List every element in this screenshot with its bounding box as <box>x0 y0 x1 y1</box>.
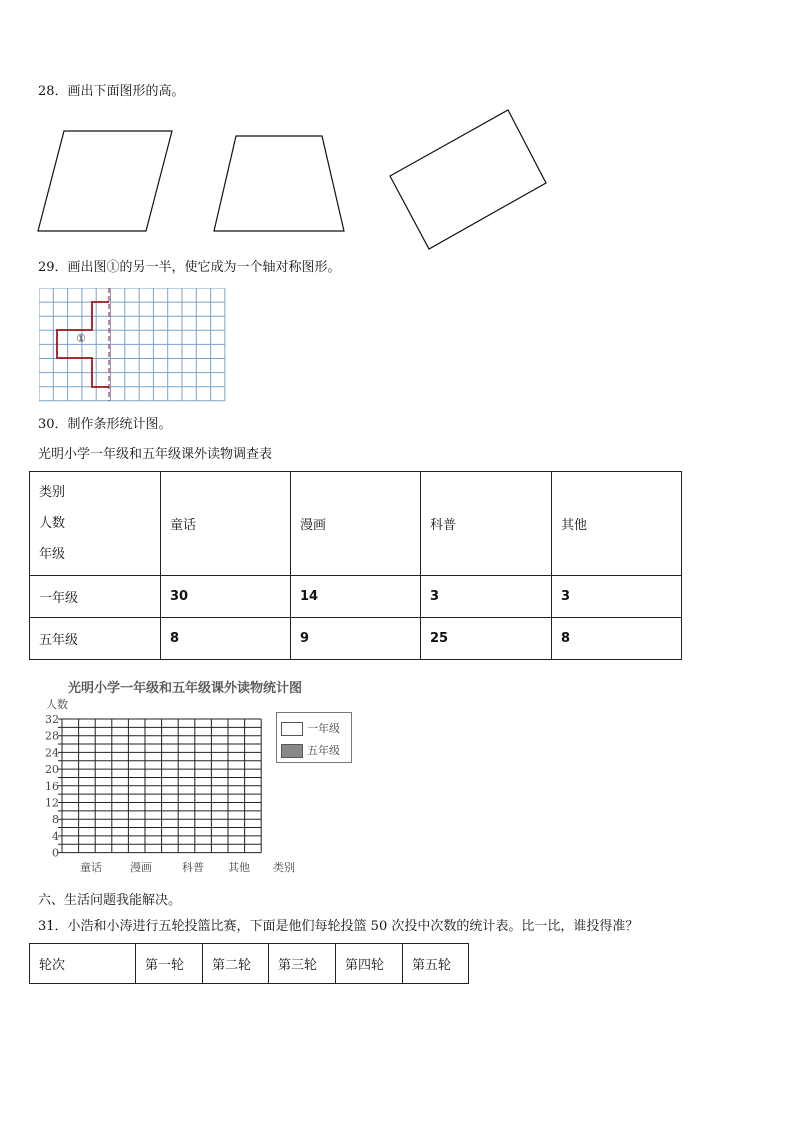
chart-title: 光明小学一年级和五年级课外读物统计图 <box>68 681 303 696</box>
y-tick-label: 12 <box>45 796 59 810</box>
rounds-table <box>29 943 469 984</box>
tilted-rectangle-shape <box>390 110 546 249</box>
corner-header: 类别 人数 年级 <box>30 472 161 576</box>
y-tick-label: 16 <box>45 779 59 793</box>
x-category-label: 漫画 <box>130 861 152 874</box>
survey-table-title: 光明小学一年级和五年级课外读物调查表 <box>38 447 273 462</box>
trapezoid-shape <box>214 136 344 231</box>
x-category-label: 科普 <box>182 861 204 874</box>
parallelogram-shape <box>38 131 172 231</box>
question-28-title: 28．画出下面图形的高。 <box>38 84 185 99</box>
category-header: 科普 <box>421 472 552 576</box>
y-tick-label: 8 <box>52 813 59 827</box>
x-category-label: 其他 <box>228 861 250 874</box>
x-axis-label: 类别 <box>273 861 295 874</box>
legend-item-grade1: 一年级 <box>281 720 340 736</box>
table-row: 一年级 30 14 3 3 <box>30 576 682 618</box>
symmetry-grid <box>39 288 229 403</box>
y-tick-label: 24 <box>45 746 59 760</box>
category-header: 其他 <box>552 472 682 576</box>
category-header: 童话 <box>161 472 291 576</box>
x-category-label: 童话 <box>80 861 102 874</box>
y-tick-label: 32 <box>45 713 59 726</box>
y-tick-label: 4 <box>52 829 59 843</box>
section-6-title: 六、生活问题我能解决。 <box>38 893 182 908</box>
y-axis-label: 人数 <box>46 698 68 711</box>
y-tick-label: 20 <box>45 763 59 777</box>
question-30-title: 30．制作条形统计图。 <box>38 417 172 432</box>
category-header: 漫画 <box>291 472 421 576</box>
figure-label: ① <box>76 332 86 345</box>
table-row: 轮次 第一轮 第二轮 第三轮 第四轮 第五轮 <box>30 944 469 984</box>
table-row: 五年级 8 9 25 8 <box>30 618 682 660</box>
question-29-title: 29．画出图①的另一半，使它成为一个轴对称图形。 <box>38 260 341 275</box>
survey-table <box>29 471 682 660</box>
y-tick-label: 0 <box>52 846 59 860</box>
question-31-title: 31．小浩和小涛进行五轮投篮比赛，下面是他们每轮投篮 50 次投中次数的统计表。比一比，谁投得准？ <box>38 919 639 934</box>
legend-item-grade5: 五年级 <box>281 742 340 758</box>
legend-swatch <box>281 744 303 758</box>
legend-swatch <box>281 722 303 736</box>
y-tick-label: 28 <box>45 729 59 743</box>
chart-legend <box>276 712 352 763</box>
